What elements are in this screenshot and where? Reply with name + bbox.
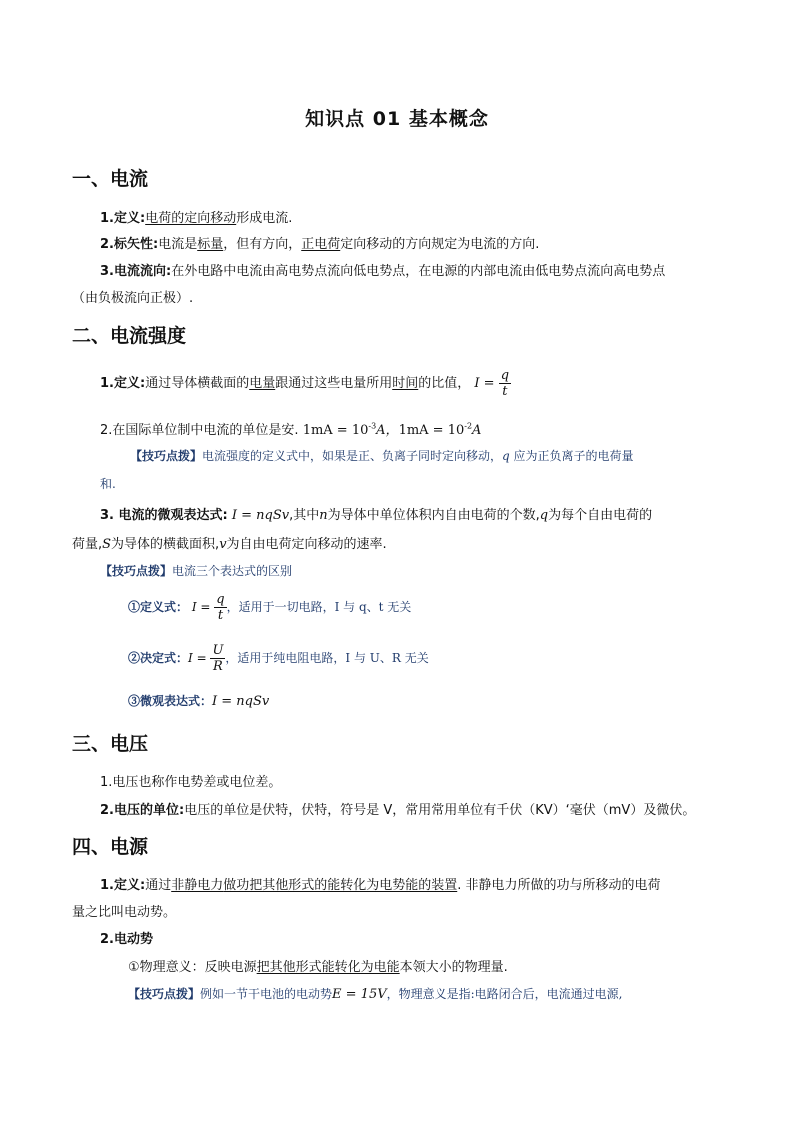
tip-box-3: [128, 985, 622, 1002]
text: 形成电流.: [236, 211, 293, 226]
label: 2.电动势: [100, 932, 153, 947]
unit: A，: [376, 423, 399, 438]
label: 2.电压的单位:: [100, 803, 185, 818]
s4-line-definition-cont: 量之比叫电动势。: [72, 905, 177, 920]
var: q: [539, 508, 549, 523]
tip-var: q: [502, 449, 510, 463]
underlined-term: 电荷的定向移动: [145, 211, 237, 226]
var: n: [319, 508, 328, 523]
fraction: [210, 643, 225, 674]
formula-lhs: I =: [188, 651, 207, 665]
expr-text: ，适用于纯电阻电路，I 与 U、R 无关: [225, 651, 429, 665]
text: . 非静电力所做的功与所移动的电荷: [457, 878, 661, 893]
underlined-term: 做功把其他形式的能转化为电势能的装置: [223, 878, 458, 893]
heading-voltage: 三、电压: [72, 733, 149, 755]
text: 跟通过这些电量所用: [275, 376, 393, 391]
underlined-term: 非静电力: [171, 878, 224, 893]
tip-label: 【技巧点拨】: [130, 449, 203, 463]
s2-line-micro: [100, 504, 652, 523]
tip-text: 电流三个表达式的区别: [172, 564, 293, 578]
tip-box-1-cont: 和.: [100, 477, 116, 491]
var: S: [102, 537, 112, 552]
s2-line-unit: [100, 419, 481, 438]
heading-current-intensity: 二、电流强度: [72, 325, 187, 347]
unit: A: [472, 423, 482, 438]
text: 为导体中单位体积内自由电荷的个数,: [327, 508, 540, 523]
tip-label: 【技巧点拨】: [128, 987, 201, 1001]
s4-line-emf-meaning: [128, 956, 508, 975]
label: 3.电流流向:: [100, 264, 172, 279]
tip-box-1: [130, 447, 634, 464]
text: ，但有方向，: [223, 237, 302, 252]
s3-line-alias: 1.电压也称作电势差或电位差。: [100, 775, 282, 790]
label: 1.定义:: [100, 211, 146, 226]
text: ①物理意义：反映电源: [128, 960, 257, 975]
var: v: [219, 537, 227, 552]
tip-text: 例如一节干电池的电动势: [200, 987, 333, 1001]
heading-power-source: 四、电源: [72, 836, 149, 858]
expression-determinant: [128, 643, 429, 674]
expr-label: ③微观表达式：: [128, 694, 213, 708]
tip-text: 电流强度的定义式中，如果是正、负离子同时定向移动，: [202, 449, 503, 463]
s4-line-definition: [100, 874, 661, 893]
text: 为自由电荷定向移动的速率.: [226, 537, 387, 552]
underlined-term: 电量: [249, 376, 276, 391]
text: 2.在国际单位制中电流的单位是安.: [100, 423, 299, 438]
label: 3. 电流的微观表达式:: [100, 508, 228, 523]
formula: 1mA = 10: [398, 423, 465, 438]
text: 定向移动的方向规定为电流的方向.: [340, 237, 540, 252]
underlined-term: 时间: [392, 376, 419, 391]
expression-definition: [128, 592, 411, 623]
heading-current: 一、电流: [72, 168, 149, 190]
formula: 1mA = 10: [302, 423, 369, 438]
underlined-term: 把其他形式能转化为电能: [256, 960, 400, 975]
text: 为每个自由电荷的: [548, 508, 653, 523]
s2-line-definition: [100, 368, 511, 399]
s1-line-direction-cont: （由负极流向正极）.: [72, 291, 194, 306]
denominator: t: [217, 608, 224, 623]
tip-box-2: [100, 562, 292, 579]
numerator: q: [216, 592, 225, 607]
formula-lhs: I =: [474, 376, 495, 391]
tip-text: ，物理意义是指:电路闭合后，电流通过电源,: [386, 987, 623, 1001]
s1-line-scalar: [100, 233, 539, 252]
label: 1.定义:: [100, 376, 146, 391]
label: 2.标矢性:: [100, 237, 159, 252]
text: 本领大小的物理量.: [399, 960, 508, 975]
formula: I = nqSv: [231, 508, 290, 523]
expr-label: ②决定式：: [128, 651, 189, 665]
s1-line-definition: [100, 207, 292, 226]
exponent: -2: [464, 421, 473, 431]
text: 为导体的横截面积,: [111, 537, 220, 552]
tip-text: 应为正负离子的电荷量: [509, 449, 634, 463]
page-title: 知识点 01 基本概念: [305, 108, 489, 130]
s1-line-direction: [100, 260, 665, 279]
text: 的比值，: [418, 376, 471, 391]
s2-line-micro-cont: [72, 533, 387, 552]
expr-label: ①定义式：: [128, 600, 189, 614]
tip-label: 【技巧点拨】: [100, 564, 173, 578]
fraction: [214, 592, 226, 623]
label: 1.定义:: [100, 878, 146, 893]
text: 通过导体横截面的: [145, 376, 250, 391]
denominator: R: [213, 659, 223, 674]
s4-line-emf: [100, 928, 153, 947]
text: 荷量,: [72, 537, 103, 552]
text: 通过: [145, 878, 172, 893]
denominator: t: [502, 384, 508, 399]
text: ,其中: [289, 508, 320, 523]
exponent: -3: [368, 421, 377, 431]
expression-micro: [128, 692, 269, 709]
numerator: U: [212, 643, 224, 658]
formula: E = 15V: [332, 987, 387, 1002]
underlined-term: 标量: [197, 237, 224, 252]
text: 电压的单位是伏特，伏特，符号是 V，常用常用单位有千伏（KV）‘毫伏（mV）及微伏。: [184, 803, 696, 818]
fraction: [499, 368, 511, 399]
formula-lhs: I =: [191, 600, 211, 614]
expr-text: ，适用于一切电路，I 与 q、t 无关: [226, 600, 412, 614]
underlined-term: 正电荷: [301, 237, 341, 252]
s3-line-unit: [100, 799, 695, 818]
text: 在外电路中电流由高电势点流向低电势点，在电源的内部电流由低电势点流向高电势点: [171, 264, 666, 279]
formula: I = nqSv: [212, 694, 270, 709]
text: 电流是: [158, 237, 198, 252]
numerator: q: [500, 368, 510, 383]
